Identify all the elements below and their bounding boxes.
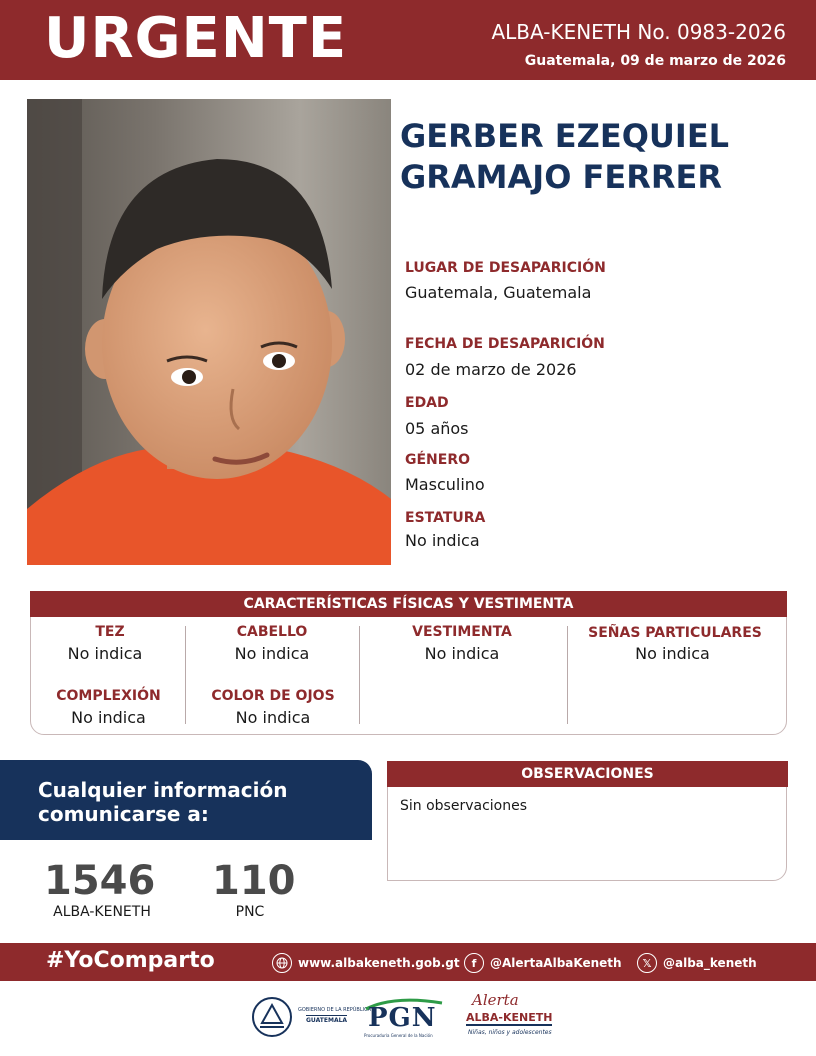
observations-title: OBSERVACIONES: [387, 761, 788, 787]
website-link[interactable]: [272, 953, 460, 973]
column-divider: [567, 626, 568, 724]
gobierno-line2: GUATEMALA: [306, 1017, 348, 1024]
facebook-link[interactable]: [464, 953, 622, 973]
tez-label: TEZ: [95, 624, 125, 640]
pgn-subtitle: Procuraduría General de la Nación: [364, 1033, 433, 1038]
pgn-text: PGN: [368, 1003, 437, 1033]
hair-label: CABELLO: [236, 624, 308, 640]
gobierno-guatemala-logo: [250, 993, 372, 1043]
pnc-number[interactable]: 110: [212, 858, 296, 904]
column-divider: [185, 626, 186, 724]
contact-text: [38, 778, 288, 826]
disappearance-place-value: Guatemala, Guatemala: [405, 283, 592, 302]
alba-keneth-text: ALBA-KENETH: [466, 1011, 553, 1024]
height-value: No indica: [405, 531, 480, 550]
alert-code: ALBA-KENETH No. 0983-2026: [491, 20, 786, 44]
clothing-value: No indica: [424, 644, 500, 663]
characteristics-title: CARACTERÍSTICAS FÍSICAS Y VESTIMENTA: [30, 591, 787, 617]
urgent-title: URGENTE: [44, 6, 348, 71]
x-link[interactable]: [637, 953, 757, 973]
person-name-line1: GERBER EZEQUIEL: [400, 117, 730, 155]
x-logo-icon: 𝕏: [637, 953, 657, 973]
eye-color-value: No indica: [235, 708, 311, 727]
contact-line1: Cualquier información: [38, 778, 288, 802]
clothing-label: VESTIMENTA: [412, 624, 512, 640]
age-value: 05 años: [405, 419, 469, 438]
alert-date: Guatemala, 09 de marzo de 2026: [524, 53, 786, 69]
facebook-text: @AlertaAlbaKeneth: [490, 956, 622, 970]
eye-color-label: COLOR DE OJOS: [211, 688, 335, 704]
disappearance-date-value: 02 de marzo de 2026: [405, 360, 577, 379]
height-label: ESTATURA: [405, 510, 486, 526]
alba-keneth-number[interactable]: 1546: [44, 858, 156, 904]
person-name: [400, 116, 800, 198]
contact-line2: comunicarse a:: [38, 802, 209, 826]
build-label: COMPLEXIÓN: [56, 688, 161, 704]
missing-person-photo: [27, 99, 391, 565]
x-text: @alba_keneth: [663, 956, 757, 970]
website-text: www.albakeneth.gob.gt: [298, 956, 460, 970]
tez-value: No indica: [67, 644, 143, 663]
distinguishing-marks-label: SEÑAS PARTICULARES: [588, 625, 762, 641]
build-value: No indica: [71, 708, 146, 727]
gender-value: Masculino: [405, 475, 485, 494]
guatemala-emblem-icon: [250, 995, 294, 1039]
pnc-number-label: PNC: [235, 904, 265, 920]
globe-icon: [272, 953, 292, 973]
gender-label: GÉNERO: [405, 452, 471, 468]
distinguishing-marks-value: No indica: [635, 644, 710, 663]
disappearance-place-label: LUGAR DE DESAPARICIÓN: [405, 260, 606, 276]
observations-text: Sin observaciones: [400, 798, 528, 814]
hashtag: #YoComparto: [46, 948, 215, 973]
facebook-icon: f: [464, 953, 484, 973]
alba-keneth-number-label: ALBA-KENETH: [53, 904, 151, 920]
alba-subtitle: Niñas, niños y adolescentes: [468, 1029, 552, 1036]
disappearance-date-label: FECHA DE DESAPARICIÓN: [405, 336, 605, 352]
hair-value: No indica: [234, 644, 310, 663]
alerta-text: Alerta: [472, 991, 519, 1009]
pgn-logo: [362, 993, 450, 1043]
column-divider: [359, 626, 360, 724]
person-name-line2: GRAMAJO FERRER: [400, 158, 723, 196]
gobierno-line1: GOBIERNO DE LA REPÚBLICA: [298, 1007, 372, 1013]
alerta-alba-keneth-logo: [466, 991, 553, 1043]
age-label: EDAD: [405, 395, 449, 411]
